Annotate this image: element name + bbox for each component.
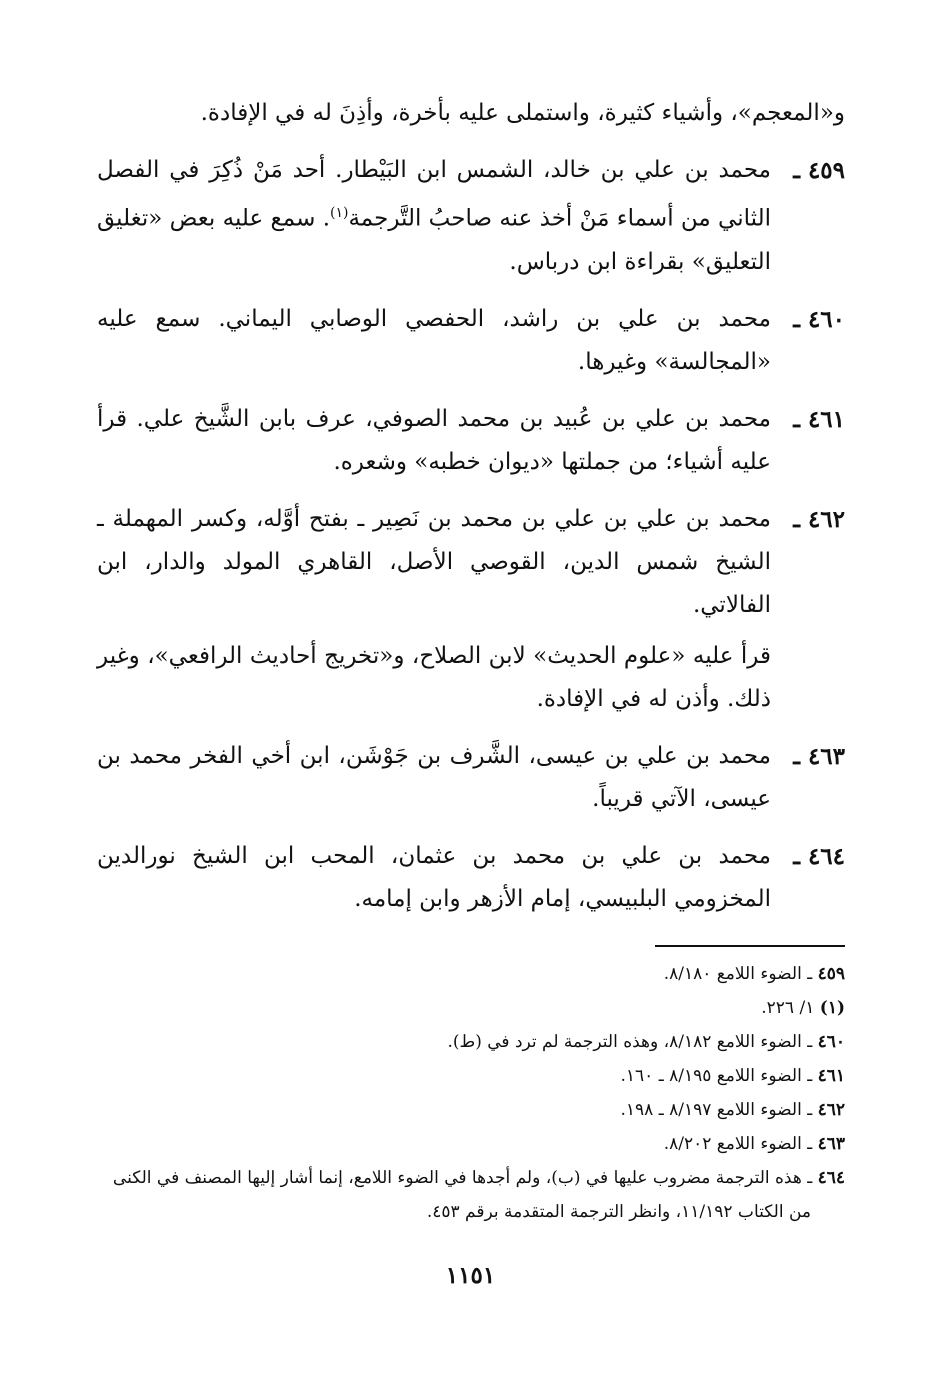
footnote-text: ـ الضوء اللامع ٨/١٩٥ ـ ١٦٠.: [620, 1065, 813, 1086]
entry-462-extra: قرأ عليه «علوم الحديث» لابن الصلاح، و«تخريج أحاديث الرافعي»، وغير ذلك. وأذن له في الإفادة.: [97, 642, 771, 712]
entry-number: ٤٦٣ ـ: [793, 742, 845, 770]
footnote-text: ـ الضوء اللامع ٨/١٨٢، وهذه الترجمة لم ترد في (ط).: [447, 1031, 813, 1052]
footnote-number: ٤٦٤: [817, 1167, 845, 1188]
intro-paragraph: و«المعجم»، وأشياء كثيرة، واستملى عليه بأخرة، وأذِنَ له في الإفادة.: [200, 100, 845, 126]
entry-number: ٤٦٢ ـ: [793, 505, 845, 533]
footnote: [97, 1093, 845, 1127]
entry-text: محمد بن علي بن محمد بن عثمان، المحب ابن الشيخ نورالدين المخزومي البلبيسي، إمام الأزهر وابن إمامه.: [97, 842, 771, 912]
entry-number: ٤٦٤ ـ: [793, 842, 845, 870]
entry-459: [97, 149, 845, 284]
footnote-text: ـ هذه الترجمة مضروب عليها في (ب)، ولم أجدها في الضوء اللامع، إنما أشار إليها المصنف في الكنى من الكتاب ١١/١٩٢، وانظر الترجمة المتقدمة برقم ٤٥٣.: [112, 1167, 813, 1222]
entry-text: [97, 149, 771, 284]
footnote-number: ٤٦٠: [817, 1031, 845, 1052]
entry-text: محمد بن علي بن راشد، الحفصي الوصابي اليماني. سمع عليه «المجالسة» وغيرها.: [97, 305, 771, 375]
footnote: [97, 1127, 845, 1161]
entry-464: [97, 835, 845, 921]
footnote-number: ٤٥٩: [817, 963, 845, 984]
entry-text: محمد بن علي بن عيسى، الشَّرف بن جَوْشَن، ابن أخي الفخر محمد بن عيسى، الآتي قريباً.: [97, 742, 771, 812]
footnote-number: ٤٦١: [817, 1065, 845, 1086]
page-body: [97, 92, 845, 1229]
footnote: [97, 957, 845, 991]
footnote-number: (١): [819, 997, 845, 1018]
entries-list: [97, 149, 845, 921]
footnotes: [97, 957, 845, 1229]
entry-number: ٤٦٠ ـ: [793, 305, 845, 333]
footnote-number: ٤٦٢: [817, 1099, 845, 1120]
footnote-ref: (١): [330, 205, 349, 221]
entry-text-part: . سمع عليه بعض «تغليق التعليق» بقراءة ابن درباس.: [97, 205, 771, 275]
footnote: [97, 991, 845, 1025]
entry-number: ٤٦١ ـ: [793, 405, 845, 433]
footnote: [97, 1161, 845, 1229]
entry-463: [97, 735, 845, 821]
footnote-divider: [655, 945, 845, 947]
footnote-number: ٤٦٣: [817, 1133, 845, 1154]
page-number: ١١٥١: [445, 1262, 496, 1289]
entry-number: ٤٥٩ ـ: [793, 157, 845, 184]
footnote-text: ـ الضوء اللامع ٨/١٩٧ ـ ١٩٨.: [620, 1099, 813, 1120]
footnote-text: ١/ ٢٢٦.: [761, 997, 815, 1018]
footnote: [97, 1025, 845, 1059]
entry-461: [97, 398, 845, 484]
footnote-text: ـ الضوء اللامع ٨/٢٠٢.: [663, 1133, 813, 1154]
footnote-text: ـ الضوء اللامع ٨/١٨٠.: [663, 963, 813, 984]
footnote: [97, 1059, 845, 1093]
entry-text: محمد بن علي بن عُبيد بن محمد الصوفي، عرف بابن الشَّيخ علي. قرأ عليه أشياء؛ من جملتها «ديوان خطبه» وشعره.: [97, 405, 771, 475]
entry-460: [97, 298, 845, 384]
entry-462: [97, 498, 845, 627]
entry-text-part: محمد بن علي بن خالد، الشمس ابن البَيْطار. أحد مَنْ ذُكِرَ في الفصل الثاني من أسماء مَنْ أخذ عنه صاحبُ التَّرجمة: [97, 157, 771, 232]
entry-text: محمد بن علي بن علي بن محمد بن نَصِير ـ بفتح أوَّله، وكسر المهملة ـ الشيخ شمس الدين، القوصي الأصل، القاهري المولد والدار، ابن الفالاتي.: [97, 505, 771, 618]
